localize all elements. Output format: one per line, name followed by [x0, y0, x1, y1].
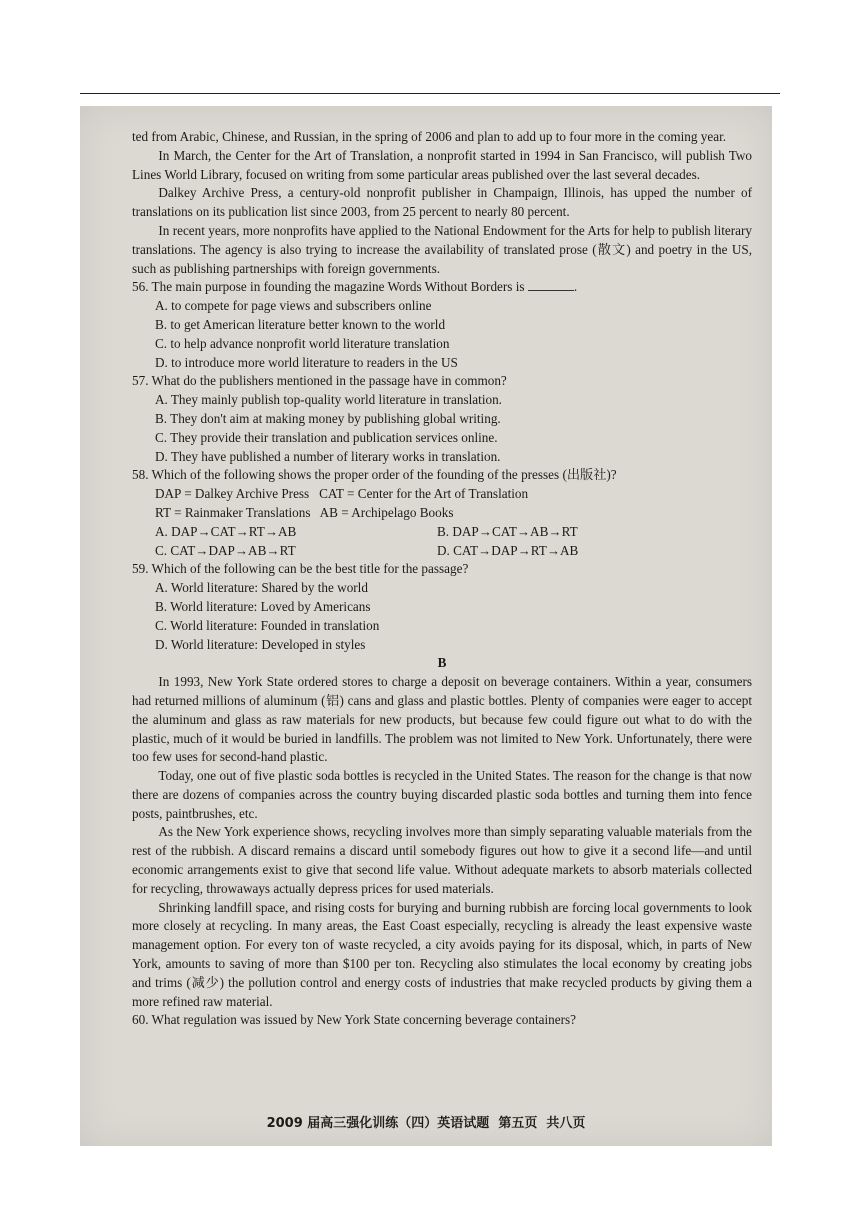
question-57 [132, 372, 752, 466]
question-stem: 59. Which of the following can be the best title for the passage? [132, 561, 469, 577]
question-59 [132, 560, 752, 654]
option-d: D. They have published a number of literary works in translation. [155, 448, 501, 464]
abbreviation-definitions: DAP = Dalkey Archive Press CAT = Center for the Art of Translation [155, 486, 529, 502]
passage-a-paragraph: ted from Arabic, Chinese, and Russian, in the spring of 2006 and plan to add up to four more in the coming year. [132, 129, 727, 144]
option-d: D. to introduce more world literature to readers in the US [155, 354, 458, 370]
page-footer: 2009 届高三强化训练（四）英语试题 第五页 共八页 [266, 1116, 586, 1131]
option-c: C. World literature: Founded in translation [155, 617, 380, 633]
answer-blank [528, 278, 574, 291]
question-60: 60. What regulation was issued by New York State concerning beverage containers? [132, 1012, 576, 1028]
question-56: 56. The main purpose in founding the magazine Words Without Borders is . A. to compete for page views and subscribers online B. to get American literature better known to the world C. to help advance nonprofit world literature translation D. to introduce more world literature to readers in the US [132, 278, 752, 372]
passage-a-paragraph: In recent years, more nonprofits have applied to the National Endowment for the Arts for help to publish literary translations. The agency is also trying to increase the availability of translated prose (散文) and poetry in the US, such as publishing partnerships with foreign governments. [132, 222, 752, 276]
question-58 [132, 466, 752, 560]
option-b: B. DAP→CAT→AB→RT [437, 523, 578, 539]
abbreviation-definitions: RT = Rainmaker Translations AB = Archipelago Books [155, 504, 454, 520]
passage-b-paragraph: Shrinking landfill space, and rising costs for burying and burning rubbish are forcing local governments to look more closely at recycling. In many areas, the East Coast especially, recycling is already the least expensive waste management option. For every ton of waste recycled, a city avoids paying for its disposal, which, in parts of New York, amounts to saving of more than $100 per ton. Recycling also stimulates the local economy by creating jobs and trims (减少) the pollution control and energy costs of industries that make recycled products by giving them a more refined raw material. [132, 899, 752, 1009]
option-row [132, 523, 752, 542]
option-c: C. to help advance nonprofit world literature translation [155, 335, 450, 351]
option-b: B. to get American literature better known to the world [155, 316, 446, 332]
section-heading: B [437, 655, 447, 671]
page-content [132, 128, 752, 1030]
option-row [132, 542, 752, 561]
option-c: C. CAT→DAP→AB→RT [155, 542, 296, 558]
option-b: B. They don't aim at making money by publishing global writing. [155, 410, 501, 426]
question-stem: 57. What do the publishers mentioned in the passage have in common? [132, 373, 507, 389]
passage-a-paragraph: Dalkey Archive Press, a century-old nonprofit publisher in Champaign, Illinois, has upped the number of translations on its publication list since 2003, from 25 percent to nearly 80 percent. [132, 185, 752, 220]
option-a: A. World literature: Shared by the world [155, 580, 368, 596]
option-c: C. They provide their translation and publication services online. [155, 429, 498, 445]
question-stem: 58. Which of the following shows the proper order of the founding of the presses (出版社)? [132, 467, 617, 483]
option-a: A. DAP→CAT→RT→AB [155, 523, 297, 539]
passage-b-paragraph: Today, one out of five plastic soda bottles is recycled in the United States. The reason for the change is that now there are dozens of companies across the country buying discarded plastic soda bottles and turning them into fence posts, paintbrushes, etc. [132, 768, 752, 821]
passage-b-paragraph: As the New York experience shows, recycling involves more than simply separating valuable materials from the rest of the rubbish. A discard remains a discard until somebody figures out how to give it a second life—and until economic arrangements exist to give that second life value. Without adequate markets to absorb materials collected for recycling, throwaways actually depress prices for used materials. [132, 824, 752, 896]
passage-b-paragraph: In 1993, New York State ordered stores to charge a deposit on beverage containers. Within a year, consumers had returned millions of aluminum (铝) cans and glass and plastic bottles. Plenty of companies were eager to accept the aluminum and glass as raw materials for new products, but because few could figure out what to do with the plastic, much of it would be buried in landfills. The problem was not limited to New York. Unfortunately, there were too few uses for second-hand plastic. [132, 674, 752, 765]
passage-a-paragraph: In March, the Center for the Art of Translation, a nonprofit started in 1994 in San Francisco, will publish Two Lines World Library, focused on writing from some particular areas published over the last several decades. [132, 147, 752, 182]
option-a: A. They mainly publish top-quality world literature in translation. [155, 392, 502, 408]
question-stem: 56. The main purpose in founding the magazine Words Without Borders is [132, 279, 525, 295]
scanned-page [80, 106, 772, 1146]
option-d: D. World literature: Developed in styles [155, 636, 366, 652]
option-a: A. to compete for page views and subscribers online [155, 298, 432, 314]
option-b: B. World literature: Loved by Americans [155, 598, 371, 614]
option-d: D. CAT→DAP→RT→AB [437, 542, 579, 558]
top-rule [80, 93, 780, 94]
